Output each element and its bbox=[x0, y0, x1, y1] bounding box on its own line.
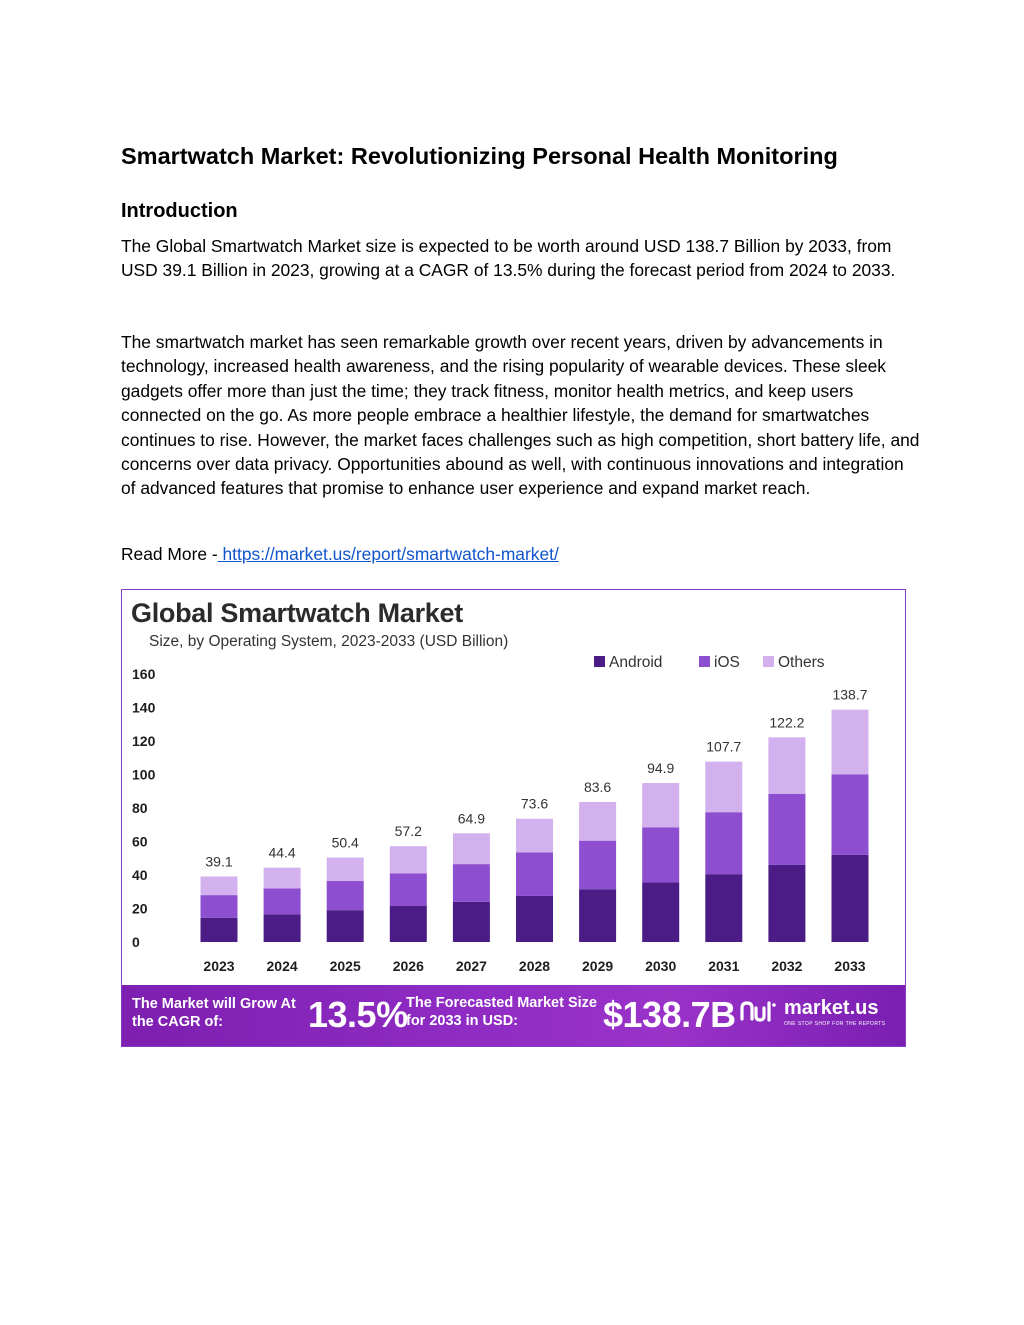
total-value-label: 57.2 bbox=[394, 823, 422, 840]
bar-segment-android bbox=[832, 855, 869, 942]
bar-segment-others bbox=[579, 802, 616, 841]
bar-segment-others bbox=[768, 737, 805, 793]
forecast-label: The Forecasted Market Size for 2033 in USD: bbox=[406, 995, 597, 1029]
bar-segment-ios bbox=[642, 827, 679, 882]
bar-segment-others bbox=[642, 783, 679, 827]
bar-segment-android bbox=[768, 865, 805, 942]
total-value-label: 83.6 bbox=[583, 778, 612, 795]
brand-name: market.us bbox=[784, 997, 879, 1019]
bar-segment-ios bbox=[705, 812, 742, 874]
cagr-label: The Market will Grow At the CAGR of: bbox=[132, 996, 296, 1030]
y-tick-label: 160 bbox=[132, 666, 156, 682]
bar-segment-ios bbox=[201, 895, 238, 918]
x-tick-label: 2033 bbox=[834, 958, 866, 974]
bar-segment-others bbox=[516, 819, 553, 853]
y-tick-label: 120 bbox=[132, 733, 156, 749]
x-tick-label: 2028 bbox=[518, 958, 551, 974]
stacked-bar-chart bbox=[122, 590, 904, 985]
bar-segment-others bbox=[264, 868, 301, 889]
y-tick-label: 0 bbox=[132, 934, 140, 950]
bar-segment-others bbox=[327, 858, 364, 881]
legend-swatch-android bbox=[594, 656, 605, 667]
total-value-label: 50.4 bbox=[331, 834, 359, 851]
bar-segment-android bbox=[390, 906, 427, 942]
total-value-label: 122.2 bbox=[769, 714, 805, 731]
x-tick-label: 2031 bbox=[708, 958, 740, 974]
legend-label-ios: iOS bbox=[714, 654, 740, 671]
bar-segment-android bbox=[453, 902, 490, 942]
bar-segment-android bbox=[642, 883, 679, 942]
intro-heading: Introduction bbox=[121, 200, 238, 222]
chart-subtitle: Size, by Operating System, 2023-2033 (USD Billion) bbox=[149, 633, 509, 650]
legend-swatch-others bbox=[763, 656, 774, 667]
forecast-value: $138.7B bbox=[603, 994, 736, 1035]
x-tick-label: 2029 bbox=[582, 958, 614, 974]
bar-segment-others bbox=[201, 877, 238, 896]
bar-segment-others bbox=[832, 710, 869, 775]
total-value-label: 39.1 bbox=[205, 853, 233, 870]
read-more-label: Read More - bbox=[121, 544, 218, 564]
x-tick-label: 2023 bbox=[203, 958, 235, 974]
y-tick-label: 20 bbox=[132, 900, 148, 917]
bar-segment-ios bbox=[327, 881, 364, 910]
y-tick-label: 100 bbox=[132, 766, 156, 783]
bar-segment-ios bbox=[768, 794, 805, 865]
read-more-link[interactable]: https://market.us/report/smartwatch-market/ bbox=[217, 544, 559, 564]
x-tick-label: 2024 bbox=[266, 958, 298, 974]
y-tick-label: 80 bbox=[132, 800, 148, 816]
total-value-label: 44.4 bbox=[268, 844, 296, 861]
y-tick-label: 140 bbox=[132, 699, 156, 716]
cagr-value: 13.5% bbox=[308, 994, 408, 1035]
bar-segment-android bbox=[579, 889, 616, 942]
total-value-label: 138.7 bbox=[832, 686, 868, 703]
y-tick-label: 60 bbox=[132, 833, 148, 850]
market-us-logo-icon bbox=[739, 999, 777, 1025]
bar-segment-others bbox=[453, 833, 490, 864]
bar-segment-ios bbox=[516, 852, 553, 896]
bar-segment-ios bbox=[579, 841, 616, 890]
x-tick-label: 2032 bbox=[771, 958, 803, 974]
summary-banner bbox=[122, 985, 905, 1046]
bar-segment-ios bbox=[390, 873, 427, 906]
bar-segment-ios bbox=[453, 864, 490, 902]
total-value-label: 73.6 bbox=[520, 795, 549, 812]
x-tick-label: 2025 bbox=[329, 958, 361, 974]
total-value-label: 107.7 bbox=[706, 738, 742, 755]
bar-segment-others bbox=[705, 762, 742, 813]
brand-tagline: ONE STOP SHOP FOR THE REPORTS bbox=[784, 1021, 886, 1027]
page-title: Smartwatch Market: Revolutionizing Personal Health Monitoring bbox=[121, 143, 838, 169]
total-value-label: 64.9 bbox=[457, 810, 486, 827]
bar-segment-others bbox=[390, 846, 427, 873]
bar-segment-android bbox=[516, 896, 553, 942]
x-tick-label: 2026 bbox=[392, 958, 424, 974]
chart-title: Global Smartwatch Market bbox=[131, 598, 463, 628]
legend-label-others: Others bbox=[778, 654, 825, 671]
bar-segment-android bbox=[705, 874, 742, 942]
bar-segment-ios bbox=[264, 888, 301, 914]
total-value-label: 94.9 bbox=[647, 760, 675, 777]
legend-label-android: Android bbox=[609, 654, 663, 671]
bar-segment-android bbox=[264, 914, 301, 942]
x-tick-label: 2030 bbox=[645, 958, 677, 974]
market-infographic bbox=[121, 589, 906, 1047]
read-more-line bbox=[121, 542, 921, 566]
overview-paragraph: The smartwatch market has seen remarkable growth over recent years, driven by advancements in technology, increased health awareness, and the rising popularity of wearable devices. These sleek gadgets offer more than just the time; they track fitness, monitor health metrics, and keep users connected on the go. As more people embrace a healthier lifestyle, the demand for smartwatches continues to rise. However, the market faces challenges such as high competition, short battery life, and concerns over data privacy. Opportunities abound as well, with continuous innovations and integration of advanced features that promise to enhance user experience and expand market reach. bbox=[121, 332, 920, 499]
legend-swatch-ios bbox=[699, 656, 710, 667]
bar-segment-android bbox=[201, 918, 238, 942]
y-tick-label: 40 bbox=[132, 867, 148, 883]
bar-segment-ios bbox=[832, 775, 869, 855]
intro-paragraph: The Global Smartwatch Market size is expected to be worth around USD 138.7 Billion by 2033, from USD 39.1 Billion in 2023, growing at a CAGR of 13.5% during the forecast period from 2024 to 2033. bbox=[121, 236, 896, 281]
x-tick-label: 2027 bbox=[455, 958, 487, 974]
bar-segment-android bbox=[327, 910, 364, 942]
